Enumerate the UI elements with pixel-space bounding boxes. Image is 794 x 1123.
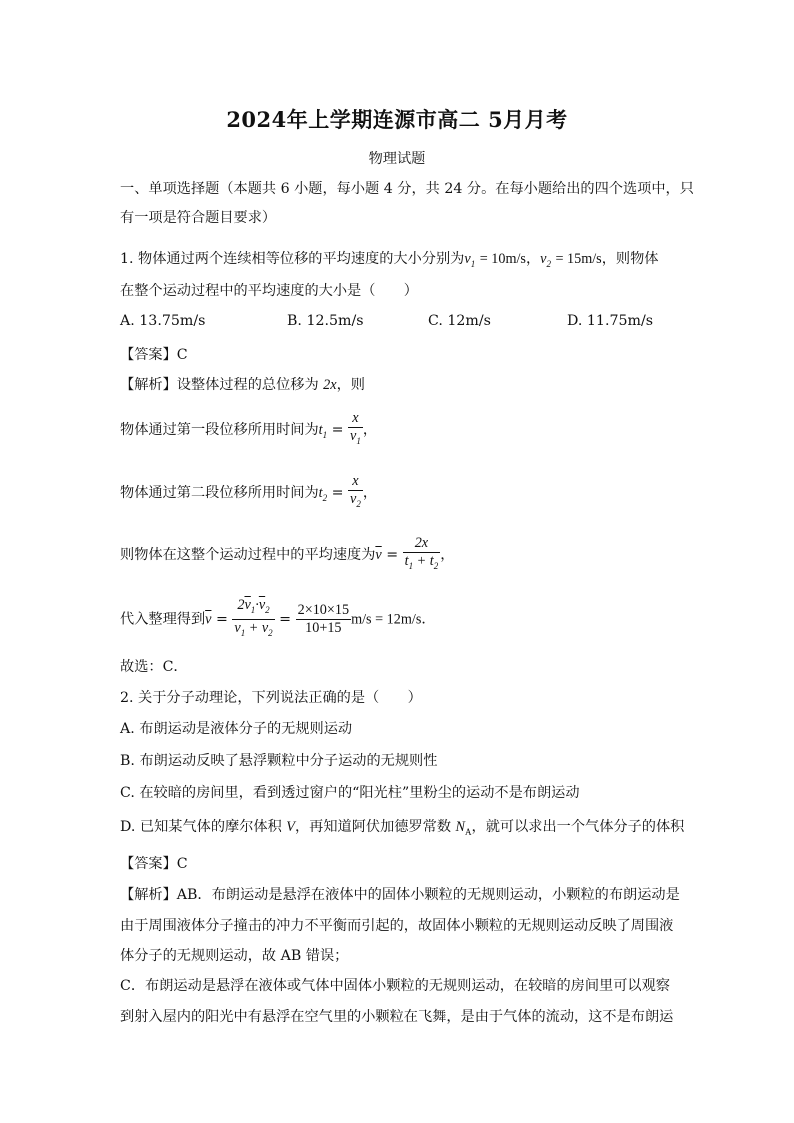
q1-v2-symbol: $v_2$ bbox=[540, 251, 551, 269]
page-subtitle: 物理试题 bbox=[368, 151, 426, 167]
fraction-2x-over-t1-t2: $\frac{2x}{t_1 + t_2}$ bbox=[404, 535, 439, 571]
q1-result: m/s = 12m/s bbox=[351, 611, 422, 628]
fraction-x-over-v1: $\frac{x}{\overline{v}_1}$ bbox=[350, 410, 361, 446]
q2-analysis-line-3: 体分子的无规则运动，故 AB 错误； bbox=[120, 948, 349, 964]
q1-v1-value: = 10m/s bbox=[479, 251, 526, 267]
q2-answer: 【答案】C bbox=[120, 856, 188, 872]
q1-step-4: 代入整理得到$\overline{v}$ = $\frac{2\overline{v}_1\cdot\overline{v}_2}{\overline{v}_1 + \overline{v}_2}$ = $\frac{2\times 10\times 15}{10+15}$ m/s = 12m/s． bbox=[120, 597, 436, 642]
q2-molar-volume-symbol: V bbox=[286, 819, 295, 835]
q2-analysis-line-2: 由于周围液体分子撞击的冲力不平衡而引起的，故固体小颗粒的无规则运动反映了周围液 bbox=[120, 918, 674, 934]
page-title: 2024年上学期连源市高二 5月月考 bbox=[226, 107, 568, 132]
q1-stem-text: 1. 物体通过两个连续相等位移的平均速度的大小分别为 bbox=[120, 251, 465, 267]
q2-avogadro-symbol: $N_A$ bbox=[455, 819, 472, 837]
q1-stem-tail: ，则物体 bbox=[601, 251, 659, 267]
q1-option-d: D. 11.75m/s bbox=[567, 313, 654, 329]
q1-analysis-head: 【解析】设整体过程的总位移为 2x，则 bbox=[120, 377, 365, 393]
q2-option-b: B. 布朗运动反映了悬浮颗粒中分子运动的无规则性 bbox=[120, 753, 438, 769]
q1-sep: ， bbox=[525, 251, 541, 267]
q1-option-a: A. 13.75m/s bbox=[120, 313, 206, 329]
q2-option-a: A. 布朗运动是液体分子的无规则运动 bbox=[120, 721, 353, 737]
fraction-x-over-v2: $\frac{x}{\overline{v}_2}$ bbox=[350, 473, 361, 509]
q1-option-b: B. 12.5m/s bbox=[287, 313, 364, 329]
q2-analysis-line-4: C．布朗运动是悬浮在液体或气体中固体小颗粒的无规则运动，在较暗的房间里可以观察 bbox=[120, 978, 670, 994]
q2-option-d: D. 已知某气体的摩尔体积 V，再知道阿伏加德罗常数 $N_A$，就可以求出一个气体分子的体积 bbox=[120, 819, 685, 837]
q1-analysis-var: 2x bbox=[323, 377, 337, 393]
section-heading-line-2: 有一项是符合题目要求） bbox=[120, 210, 277, 226]
fraction-symbolic: $\frac{2\overline{v}_1\cdot\overline{v}_2}{\overline{v}_1 + \overline{v}_2}$ bbox=[234, 597, 273, 638]
q1-stem-line-2: 在整个运动过程中的平均速度的大小是（ ） bbox=[120, 283, 418, 299]
section-heading-line-1: 一、单项选择题（本题共 6 小题，每小题 4 分，共 24 分。在每小题给出的四个选项中，只 bbox=[120, 181, 694, 197]
q1-conclusion: 故选：C． bbox=[120, 659, 188, 675]
q2-analysis-line-5: 到射入屋内的阳光中有悬浮在空气里的小颗粒在飞舞，是由于气体的流动，这不是布朗运 bbox=[120, 1009, 674, 1025]
q1-stem-line-1 bbox=[120, 248, 658, 269]
q1-v2-value: = 15m/s bbox=[555, 251, 602, 267]
q1-step-1: 物体通过第一段位移所用时间为$t_1$ = $\frac{x}{\overline{v}_1}$ ， bbox=[120, 410, 377, 450]
q1-v1-symbol: $v_1$ bbox=[464, 251, 476, 269]
q2-option-c: C. 在较暗的房间里，看到透过窗户的“阳光柱”里粉尘的运动不是布朗运动 bbox=[120, 785, 580, 801]
q1-step-2: 物体通过第二段位移所用时间为$t_2$ = $\frac{x}{\overline{v}_2}$ ， bbox=[120, 473, 377, 513]
q1-answer: 【答案】C bbox=[120, 347, 188, 363]
q2-analysis-line-1: 【解析】AB．布朗运动是悬浮在液体中的固体小颗粒的无规则运动，小颗粒的布朗运动是 bbox=[120, 887, 680, 903]
q1-option-c: C. 12m/s bbox=[428, 313, 491, 329]
fraction-numeric: $\frac{2\times 10\times 15}{10+15}$ bbox=[297, 601, 350, 636]
q2-stem: 2. 关于分子动理论，下列说法正确的是（ ） bbox=[120, 690, 422, 706]
q1-step-3: 则物体在这整个运动过程中的平均速度为$\overline{v}$ = $\frac{2x}{t_1 + t_2}$ ， bbox=[120, 535, 454, 575]
